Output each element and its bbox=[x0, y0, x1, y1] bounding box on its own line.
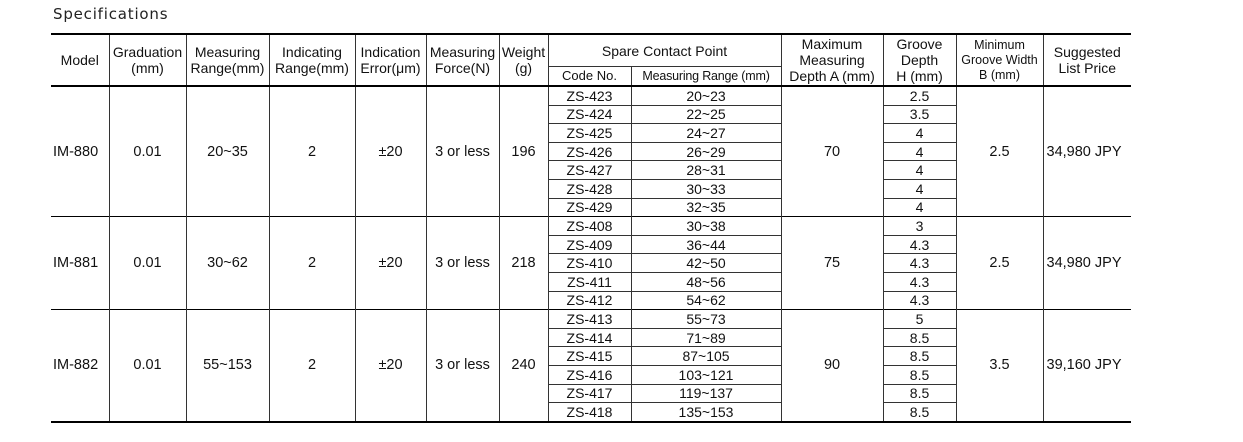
indication-error-cell: ±20 bbox=[355, 310, 426, 422]
table-body bbox=[51, 86, 1131, 422]
groove-depth-cell: 4.3 bbox=[883, 291, 956, 310]
contact-point-code: ZS-408 bbox=[548, 217, 631, 236]
contact-point-code: ZS-423 bbox=[548, 86, 631, 105]
measuring-range-cell: 20~35 bbox=[186, 86, 269, 217]
contact-point-range: 119~137 bbox=[631, 384, 781, 403]
groove-depth-cell: 8.5 bbox=[883, 328, 956, 347]
contact-point-range: 48~56 bbox=[631, 272, 781, 291]
graduation-cell: 0.01 bbox=[109, 217, 186, 310]
header-indication-error: Indication Error(μm) bbox=[355, 34, 426, 86]
contact-point-range: 42~50 bbox=[631, 254, 781, 273]
groove-depth-cell: 8.5 bbox=[883, 403, 956, 422]
contact-point-range: 71~89 bbox=[631, 328, 781, 347]
measuring-range-cell: 30~62 bbox=[186, 217, 269, 310]
measuring-range-cell: 55~153 bbox=[186, 310, 269, 422]
price-cell: 34,980 JPY bbox=[1043, 86, 1131, 217]
contact-point-range: 55~73 bbox=[631, 310, 781, 329]
table-header bbox=[51, 34, 1131, 86]
groove-depth-cell: 4 bbox=[883, 179, 956, 198]
contact-point-range: 30~33 bbox=[631, 179, 781, 198]
contact-point-code: ZS-412 bbox=[548, 291, 631, 310]
groove-depth-cell: 8.5 bbox=[883, 347, 956, 366]
header-measuring-force: Measuring Force(N) bbox=[426, 34, 499, 86]
contact-point-range: 22~25 bbox=[631, 105, 781, 124]
contact-point-range: 36~44 bbox=[631, 235, 781, 254]
groove-depth-cell: 2.5 bbox=[883, 86, 956, 105]
table-row bbox=[51, 310, 1131, 329]
contact-point-range: 32~35 bbox=[631, 198, 781, 217]
model-cell: IM-880 bbox=[53, 143, 99, 160]
contact-point-range: 87~105 bbox=[631, 347, 781, 366]
header-graduation: Graduation (mm) bbox=[109, 34, 186, 86]
contact-point-code: ZS-427 bbox=[548, 161, 631, 180]
contact-point-code: ZS-426 bbox=[548, 142, 631, 161]
groove-depth-cell: 4 bbox=[883, 124, 956, 143]
max-depth-cell: 90 bbox=[781, 310, 883, 422]
header-code-no: Code No. bbox=[548, 67, 631, 87]
contact-point-code: ZS-416 bbox=[548, 365, 631, 384]
contact-point-range: 135~153 bbox=[631, 403, 781, 422]
contact-point-code: ZS-429 bbox=[548, 198, 631, 217]
max-depth-cell: 75 bbox=[781, 217, 883, 310]
contact-point-code: ZS-425 bbox=[548, 124, 631, 143]
measuring-force-cell: 3 or less bbox=[426, 310, 499, 422]
contact-point-range: 28~31 bbox=[631, 161, 781, 180]
groove-depth-cell: 5 bbox=[883, 310, 956, 329]
header-measuring-range: Measuring Range(mm) bbox=[186, 34, 269, 86]
header-price: Suggested List Price bbox=[1043, 34, 1131, 86]
header-groove-depth: Groove Depth H (mm) bbox=[883, 34, 956, 86]
measuring-force-cell: 3 or less bbox=[426, 86, 499, 217]
min-groove-width-cell: 2.5 bbox=[956, 217, 1043, 310]
contact-point-code: ZS-410 bbox=[548, 254, 631, 273]
header-spare-contact-point: Spare Contact Point bbox=[548, 34, 781, 67]
weight-cell: 240 bbox=[499, 310, 548, 422]
indicating-range-cell: 2 bbox=[269, 86, 355, 217]
groove-depth-cell: 4 bbox=[883, 198, 956, 217]
header-min-groove-width: Minimum Groove Width B (mm) bbox=[956, 34, 1043, 86]
indication-error-cell: ±20 bbox=[355, 86, 426, 217]
max-depth-cell: 70 bbox=[781, 86, 883, 217]
header-cp-measuring-range: Measuring Range (mm) bbox=[631, 67, 781, 87]
contact-point-code: ZS-409 bbox=[548, 235, 631, 254]
contact-point-code: ZS-414 bbox=[548, 328, 631, 347]
contact-point-code: ZS-418 bbox=[548, 403, 631, 422]
graduation-cell: 0.01 bbox=[109, 86, 186, 217]
contact-point-code: ZS-415 bbox=[548, 347, 631, 366]
groove-depth-cell: 4 bbox=[883, 161, 956, 180]
groove-depth-cell: 3 bbox=[883, 217, 956, 236]
groove-depth-cell: 8.5 bbox=[883, 384, 956, 403]
header-model: Model bbox=[60, 52, 99, 68]
model-cell: IM-882 bbox=[51, 310, 109, 422]
groove-depth-cell: 4.3 bbox=[883, 235, 956, 254]
contact-point-range: 20~23 bbox=[631, 86, 781, 105]
min-groove-width-cell: 2.5 bbox=[956, 86, 1043, 217]
header-weight: Weight (g) bbox=[499, 34, 548, 86]
table-row bbox=[51, 86, 1131, 105]
specifications-table bbox=[51, 33, 1131, 423]
header-max-depth: Maximum Measuring Depth A (mm) bbox=[781, 34, 883, 86]
price-cell: 39,160 JPY bbox=[1043, 310, 1131, 422]
contact-point-code: ZS-411 bbox=[548, 272, 631, 291]
model-cell: IM-881 bbox=[51, 217, 109, 310]
indication-error-cell: ±20 bbox=[355, 217, 426, 310]
groove-depth-cell: 4.3 bbox=[883, 254, 956, 273]
contact-point-code: ZS-417 bbox=[548, 384, 631, 403]
indicating-range-cell: 2 bbox=[269, 310, 355, 422]
contact-point-range: 54~62 bbox=[631, 291, 781, 310]
contact-point-code: ZS-424 bbox=[548, 105, 631, 124]
contact-point-range: 26~29 bbox=[631, 142, 781, 161]
contact-point-range: 24~27 bbox=[631, 124, 781, 143]
page-title: Specifications bbox=[53, 5, 169, 23]
header-indicating-range: Indicating Range(mm) bbox=[269, 34, 355, 86]
contact-point-code: ZS-428 bbox=[548, 179, 631, 198]
contact-point-code: ZS-413 bbox=[548, 310, 631, 329]
table-row bbox=[51, 217, 1131, 236]
contact-point-range: 30~38 bbox=[631, 217, 781, 236]
groove-depth-cell: 4 bbox=[883, 142, 956, 161]
weight-cell: 218 bbox=[499, 217, 548, 310]
weight-cell: 196 bbox=[499, 86, 548, 217]
contact-point-range: 103~121 bbox=[631, 365, 781, 384]
price-cell: 34,980 JPY bbox=[1043, 217, 1131, 310]
indicating-range-cell: 2 bbox=[269, 217, 355, 310]
measuring-force-cell: 3 or less bbox=[426, 217, 499, 310]
groove-depth-cell: 4.3 bbox=[883, 272, 956, 291]
groove-depth-cell: 8.5 bbox=[883, 365, 956, 384]
graduation-cell: 0.01 bbox=[109, 310, 186, 422]
min-groove-width-cell: 3.5 bbox=[956, 310, 1043, 422]
groove-depth-cell: 3.5 bbox=[883, 105, 956, 124]
